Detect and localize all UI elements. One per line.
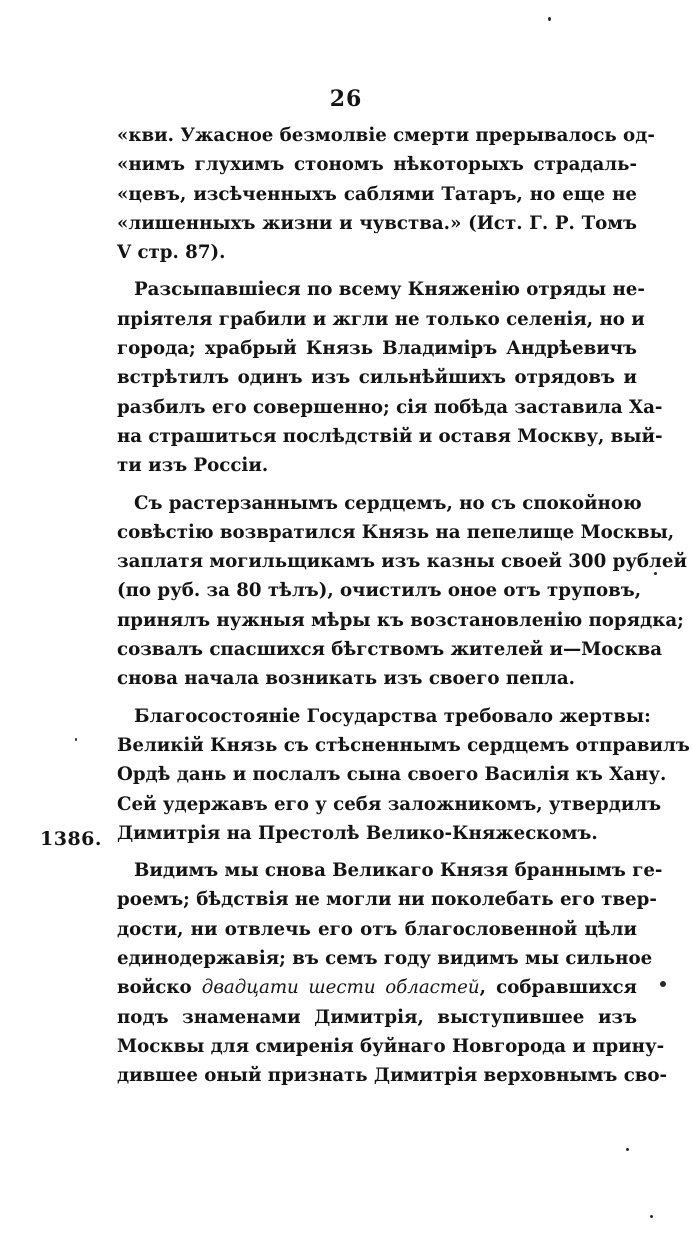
- print-speck: [75, 738, 77, 741]
- text-line: Ордѣ дань и послалъ сына своего Василія къ Хану.: [117, 764, 667, 786]
- margin-year-note: 1386.: [40, 828, 102, 850]
- text-line: Съ растерзаннымъ сердцемъ, но съ спокойною: [134, 492, 642, 514]
- text-line: Видимъ мы снова Великаго Князя браннымъ ге-: [134, 860, 663, 882]
- print-speck: [548, 17, 551, 21]
- text-line: «нимъ глухимъ стономъ нѣкоторыхъ страдаль-: [117, 154, 637, 176]
- text-line: созвалъ спасшихся бѣгствомъ жителей и—Москва: [117, 639, 663, 661]
- print-speck: [660, 981, 666, 987]
- text-line: пріятеля грабили и жгли не только селенія, но и: [117, 308, 645, 330]
- text-line: «цевъ, изсѣченныхъ саблями Татаръ, но еще не: [117, 183, 637, 205]
- text-line: Разсыпавшіеся по всему Княженію отряды не-: [134, 279, 645, 301]
- text-line: города; храбрый Князь Владиміръ Андрѣевичъ: [117, 338, 637, 360]
- text-line: заплатя могильщикамъ изъ казны своей 300 рублей: [117, 551, 687, 573]
- text-line: подъ знаменами Димитрія, выступившее изъ: [117, 1006, 637, 1028]
- text-line: принялъ нужныя мѣры къ возстановленію порядка;: [117, 609, 684, 631]
- text-line: Сей удержавъ его у себя заложникомъ, утвердилъ: [117, 793, 662, 815]
- text-line: разбилъ его совершенно; сія побѣда заставила Ха-: [117, 396, 663, 418]
- text-line: «кви. Ужасное безмолвіе смерти прерывалось од-: [117, 125, 655, 146]
- text-line: дившее оный признать Димитрія верховнымъ сво-: [117, 1065, 668, 1087]
- text-line: единодержавія; въ семъ году видимъ мы сильное: [117, 948, 653, 970]
- text-line: «лишенныхъ жизни и чувства.» (Ист. Г. Р. Томъ: [117, 212, 637, 234]
- page-number: 26: [329, 86, 363, 112]
- text-line: снова начала возникать изъ своего пепла.: [117, 668, 575, 690]
- italic-phrase: двадцати шести областей: [201, 977, 480, 999]
- text-line: ти изъ Россіи.: [117, 455, 269, 477]
- text-line: Димитрія на Престолѣ Велико-Княжескомъ.: [117, 822, 598, 844]
- text-line: V стр. 87).: [117, 242, 226, 264]
- text-line: встрѣтилъ одинъ изъ сильнѣйшихъ отрядовъ и: [117, 367, 637, 389]
- print-speck: [650, 1215, 653, 1218]
- text-line: Великій Князь съ стѣсненнымъ сердцемъ отправилъ: [117, 734, 690, 756]
- text-line: (по руб. за 80 тѣлъ), очистилъ оное отъ труповъ,: [117, 580, 642, 602]
- text-line: на страшиться послѣдствій и оставя Москву, вый-: [117, 425, 663, 447]
- print-speck: [654, 572, 657, 575]
- text-line: Москвы для смиренія буйнаго Новгорода и прину-: [117, 1035, 665, 1057]
- text-line: Благосостояніе Государства требовало жертвы:: [134, 705, 651, 727]
- text-line: дости, ни отвлечь его отъ благословенной цѣли: [117, 918, 637, 940]
- text-line-with-italic: войско двадцати шести областей, собравшихся: [117, 977, 637, 999]
- text-line: роемъ; бѣдствія не могли ни поколебать его твер-: [117, 889, 657, 911]
- print-speck: [626, 1148, 629, 1151]
- body-text: [117, 121, 690, 1091]
- text-line: совѣстію возвратился Князь на пепелище Москвы,: [117, 521, 675, 543]
